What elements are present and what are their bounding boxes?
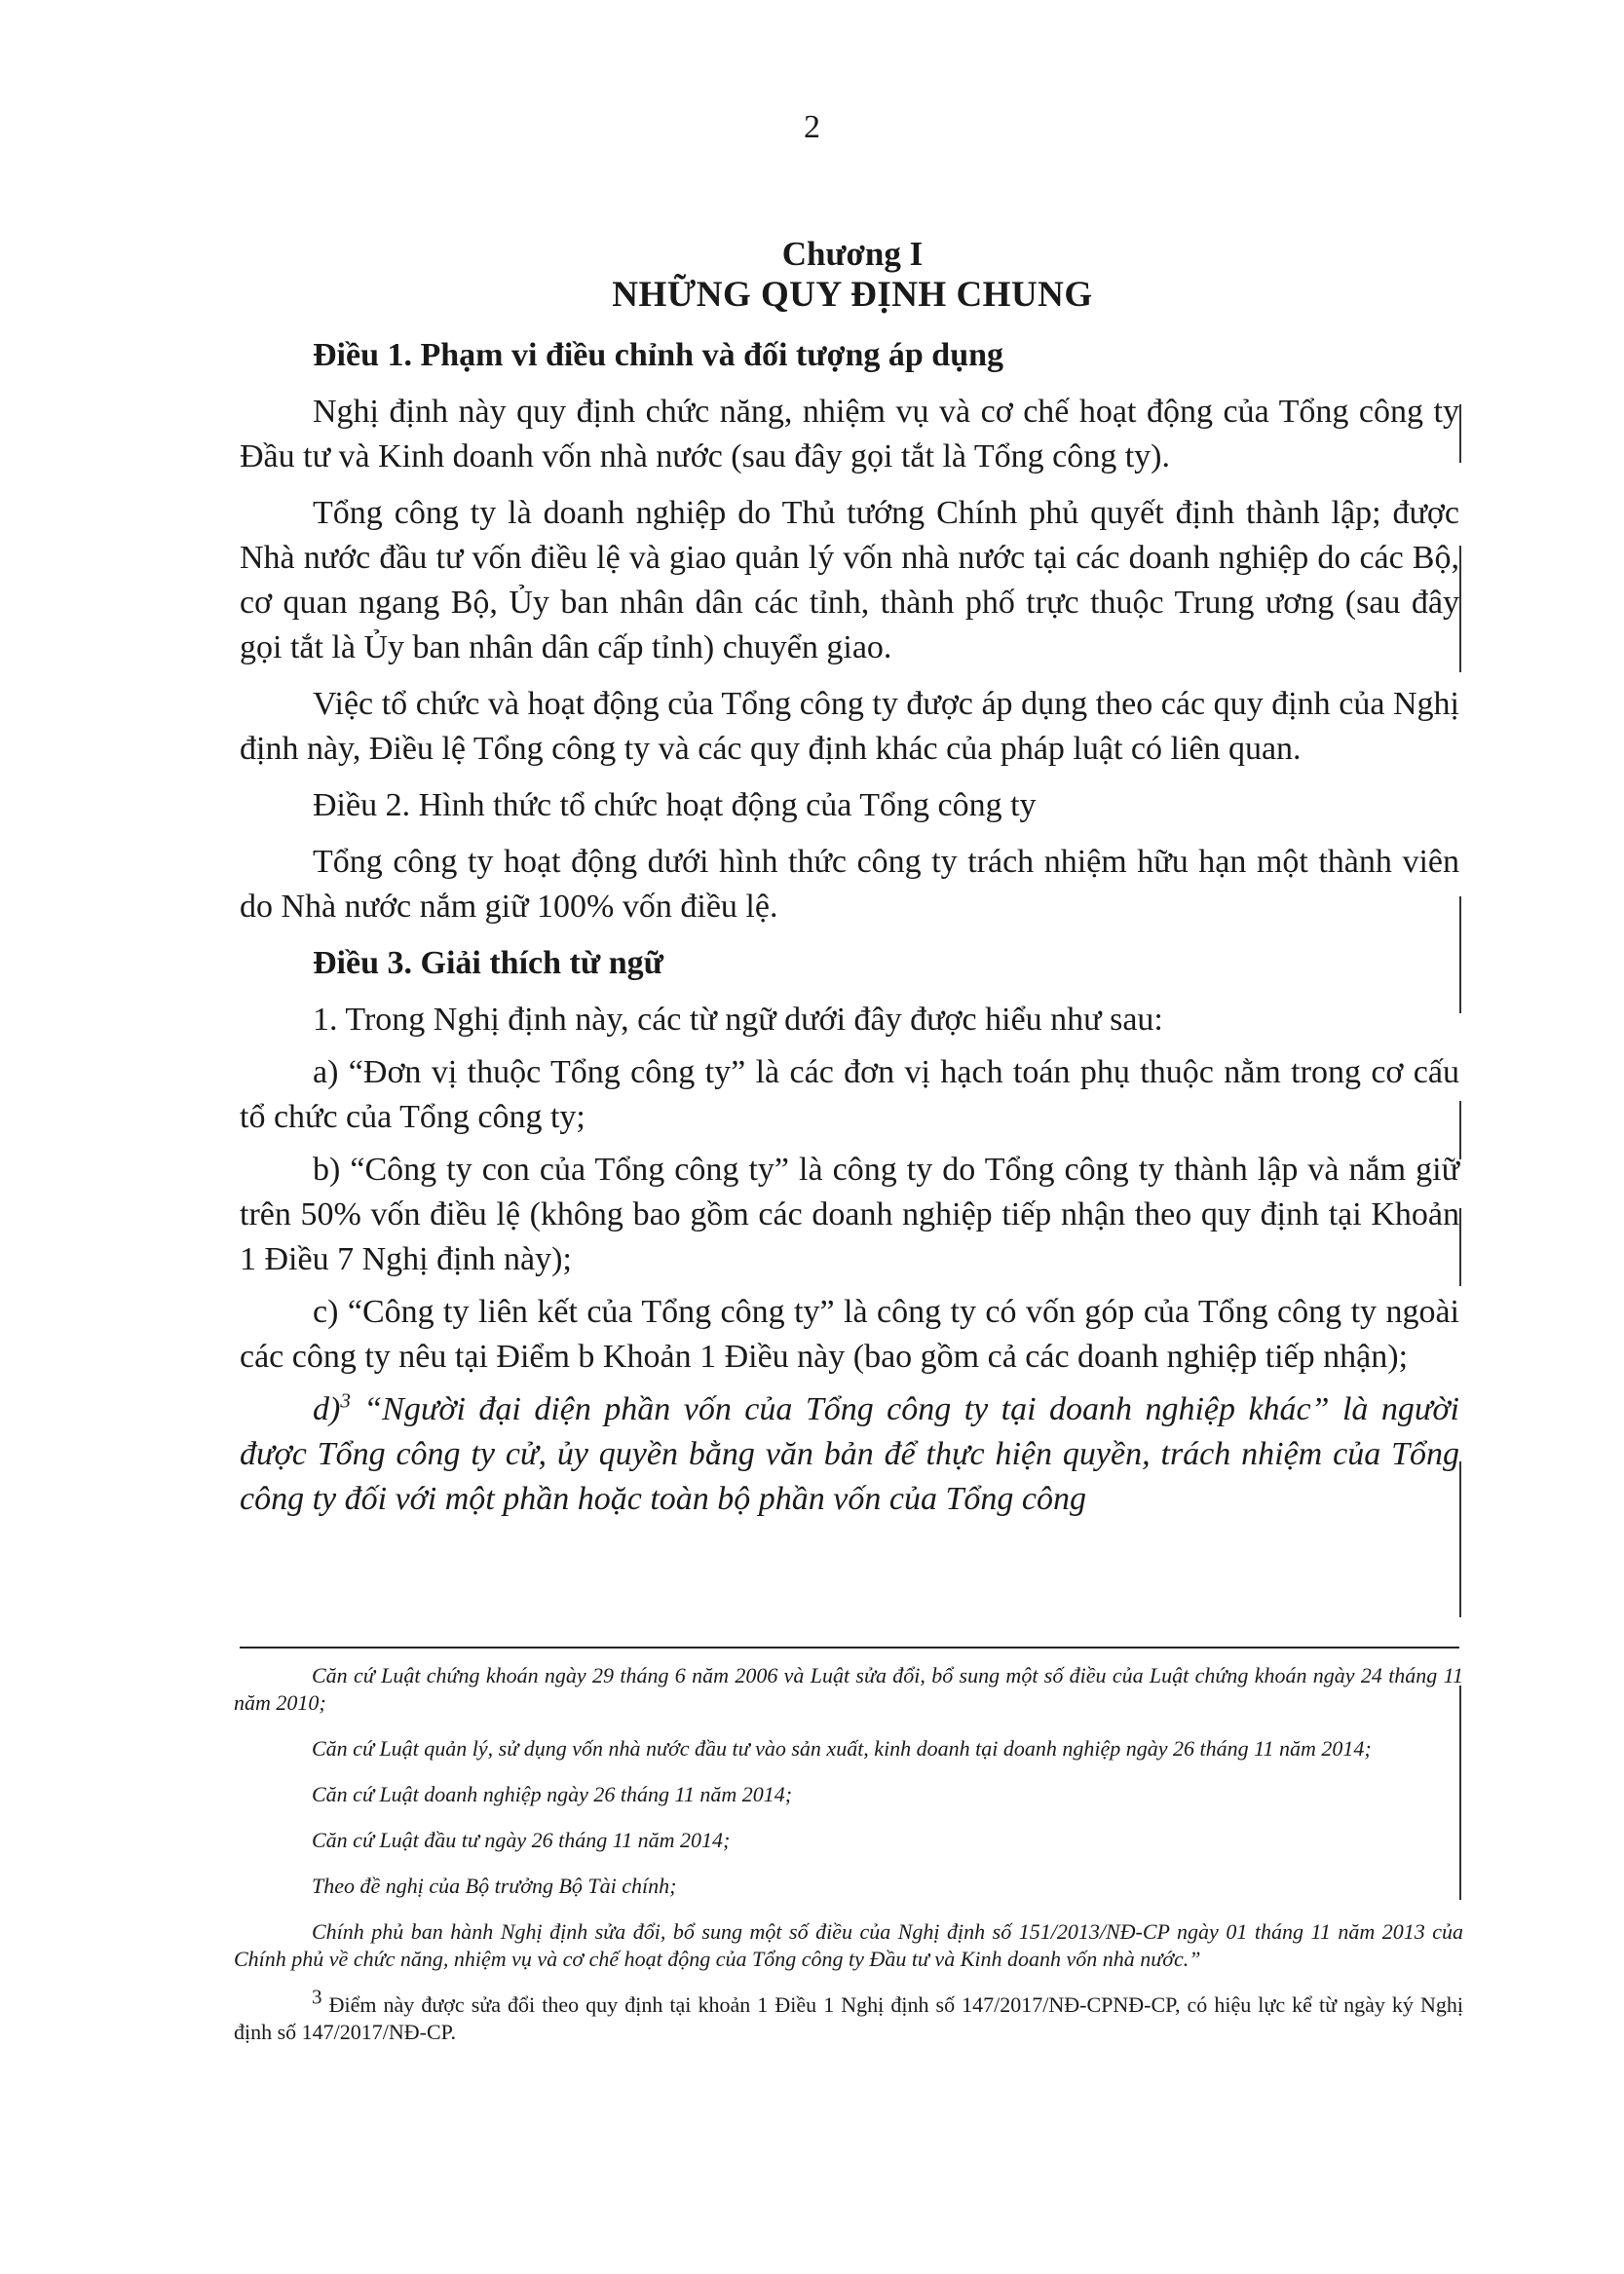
margin-mark: [1459, 546, 1461, 672]
footnote-separator: [240, 1647, 1459, 1649]
point-d-label: d): [313, 1391, 341, 1427]
margin-mark: [1459, 1101, 1461, 1159]
footnote-3: [234, 1985, 1463, 2046]
article-3-clause-1: 1. Trong Nghị định này, các từ ngữ dưới đây được hiểu như sau:: [313, 1002, 1163, 1038]
article-3-point-d: [240, 1387, 1459, 1522]
footnote-3-text: Điểm này được sửa đổi theo quy định tại khoản 1 Điều 1 Nghị định số 147/2017/NĐ-CPNĐ-CP, có hiệu lực kể từ ngày ký Nghị định số 147/2017/NĐ-CP.: [234, 1992, 1463, 2044]
article-3-point-c: c) “Công ty liên kết của Tổng công ty” là công ty có vốn góp của Tổng công ty ngoài các công ty nêu tại Điểm b Khoản 1 Điều này (bao gồm cả các doanh nghiệp tiếp nhận);: [240, 1294, 1459, 1375]
document-body: [240, 333, 1459, 1530]
footnote-ref-3: 3: [340, 1388, 351, 1413]
margin-mark: [1459, 1208, 1461, 1286]
margin-mark: [1459, 404, 1461, 463]
footnote-line-2: Căn cứ Luật quản lý, sử dụng vốn nhà nước đầu tư vào sản xuất, kinh doanh tại doanh nghiệp ngày 26 tháng 11 năm 2014;: [312, 1736, 1372, 1761]
point-d-text: “Người đại diện phần vốn của Tổng công ty tại doanh nghiệp khác” là người được Tổng công ty cử, ủy quyền bằng văn bản để thực hiện quyền, trách nhiệm của Tổng công ty đối với một phần hoặc toàn bộ phần vốn của Tổng công: [240, 1391, 1459, 1517]
article-1-paragraph-2: Tổng công ty là doanh nghiệp do Thủ tướng Chính phủ quyết định thành lập; được Nhà nước đầu tư vốn điều lệ và giao quản lý vốn nhà nước tại các doanh nghiệp do các Bộ, cơ quan ngang Bộ, Ủy ban nhân dân các tỉnh, thành phố trực thuộc Trung ương (sau đây gọi tắt là Ủy ban nhân dân cấp tỉnh) chuyển giao.: [240, 495, 1459, 665]
article-3-heading: Điều 3. Giải thích từ ngữ: [313, 945, 664, 981]
margin-mark: [1459, 1686, 1461, 1900]
page-number: 2: [804, 109, 820, 145]
article-1-paragraph-1: Nghị định này quy định chức năng, nhiệm vụ và cơ chế hoạt động của Tổng công ty Đầu tư và Kinh doanh vốn nhà nước (sau đây gọi tắt là Tổng công ty).: [240, 394, 1459, 474]
footnote-line-6: Chính phủ ban hành Nghị định sửa đổi, bổ sung một số điều của Nghị định số 151/2013/NĐ-CP ngày 01 tháng 11 năm 2013 của Chính phủ về chức năng, nhiệm vụ và cơ chế hoạt động của Tổng công ty Đầu tư và Kinh doanh vốn nhà nước.”: [234, 1919, 1463, 1971]
footnote-line-4: Căn cứ Luật đầu tư ngày 26 tháng 11 năm 2014;: [312, 1828, 731, 1852]
chapter-title: Chương I: [781, 235, 924, 273]
chapter-heading: [0, 234, 1624, 316]
article-2-paragraph-1: Tổng công ty hoạt động dưới hình thức công ty trách nhiệm hữu hạn một thành viên do Nhà nước nắm giữ 100% vốn điều lệ.: [240, 844, 1459, 925]
article-3-point-a: a) “Đơn vị thuộc Tổng công ty” là các đơn vị hạch toán phụ thuộc nằm trong cơ cấu tổ chức của Tổng công ty;: [240, 1054, 1459, 1135]
article-1-paragraph-3: Việc tổ chức và hoạt động của Tổng công ty được áp dụng theo các quy định của Nghị định này, Điều lệ Tổng công ty và các quy định khác của pháp luật có liên quan.: [240, 686, 1459, 767]
article-2-heading: Điều 2. Hình thức tổ chức hoạt động của Tổng công ty: [313, 787, 1037, 823]
footnote-line-1: Căn cứ Luật chứng khoán ngày 29 tháng 6 năm 2006 và Luật sửa đổi, bổ sung một số điều của Luật chứng khoán ngày 24 tháng 11 năm 2010;: [234, 1663, 1463, 1715]
footnotes: [234, 1662, 1463, 2065]
margin-mark: [1459, 1461, 1461, 1617]
article-3-point-b: b) “Công ty con của Tổng công ty” là công ty do Tổng công ty thành lập và nắm giữ trên 50% vốn điều lệ (không bao gồm các doanh nghiệp tiếp nhận theo quy định tại Khoản 1 Điều 7 Nghị định này);: [240, 1152, 1459, 1277]
article-1-heading: Điều 1. Phạm vi điều chỉnh và đối tượng áp dụng: [313, 337, 1004, 373]
footnote-3-marker: 3: [312, 1985, 322, 2009]
footnote-line-5: Theo đề nghị của Bộ trưởng Bộ Tài chính;: [312, 1874, 677, 1898]
margin-mark: [1459, 896, 1461, 1013]
footnote-line-3: Căn cứ Luật doanh nghiệp ngày 26 tháng 11 năm 2014;: [312, 1782, 793, 1806]
chapter-subtitle: NHỮNG QUY ĐỊNH CHUNG: [612, 275, 1093, 315]
